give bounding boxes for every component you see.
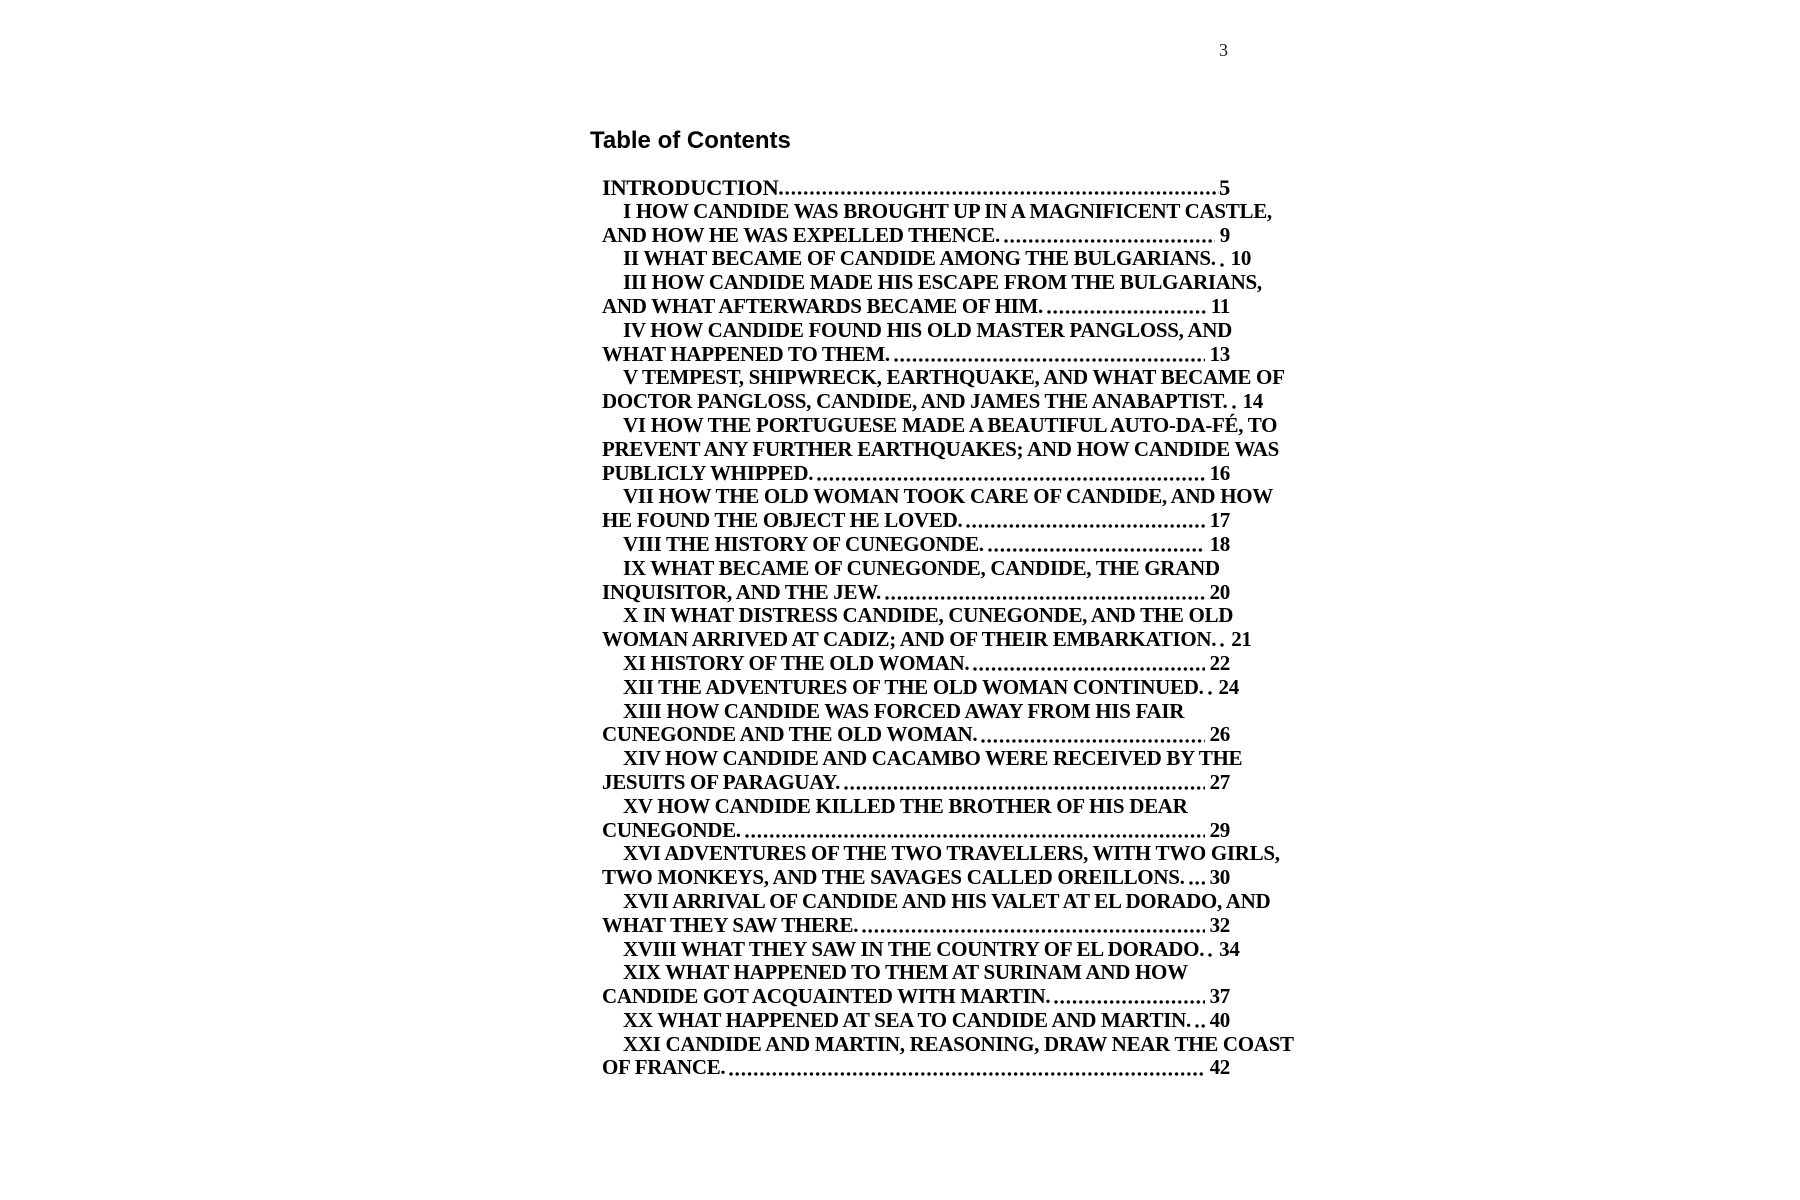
toc-entry-line bbox=[602, 198, 1272, 224]
dot-leader bbox=[1047, 310, 1206, 314]
toc-entry-line bbox=[602, 176, 1230, 200]
toc-entry bbox=[602, 652, 1230, 676]
dot-leader bbox=[779, 191, 1219, 195]
toc-page-ref: 26 bbox=[1209, 722, 1230, 747]
toc-entry bbox=[602, 936, 1240, 962]
toc-entry bbox=[602, 484, 1273, 533]
toc-entry-line bbox=[602, 581, 1230, 605]
toc-page-ref: 5 bbox=[1219, 175, 1230, 200]
toc-entry-text: IV HOW CANDIDE FOUND HIS OLD MASTER PANGLOSS, AND bbox=[623, 317, 1232, 342]
toc-entry-text: XV HOW CANDIDE KILLED THE BROTHER OF HIS DEAR bbox=[623, 793, 1188, 818]
toc-entry-line bbox=[602, 914, 1230, 938]
dot-leader bbox=[844, 786, 1205, 790]
toc-entry-line bbox=[602, 866, 1230, 890]
toc-entry-text: XI HISTORY OF THE OLD WOMAN. bbox=[623, 650, 970, 675]
toc-entry-text: INTRODUCTION bbox=[602, 175, 779, 200]
toc-page-ref: 10 bbox=[1230, 246, 1252, 271]
toc-entry-text: II WHAT BECAME OF CANDIDE AMONG THE BULGARIANS. bbox=[623, 246, 1216, 271]
dot-leader bbox=[1004, 239, 1215, 243]
toc-entry bbox=[602, 176, 1230, 200]
toc-entry bbox=[602, 557, 1230, 605]
toc-entry-text: III HOW CANDIDE MADE HIS ESCAPE FROM THE BULGARIANS, bbox=[623, 270, 1262, 295]
toc-entry-text: WHAT THEY SAW THERE. bbox=[602, 912, 859, 937]
dot-leader bbox=[745, 834, 1205, 838]
dot-leader bbox=[729, 1072, 1204, 1076]
toc-entry-line bbox=[602, 674, 1239, 700]
toc-entry-text: XIV HOW CANDIDE AND CACAMBO WERE RECEIVED BY THE bbox=[623, 746, 1243, 771]
toc-entry-line bbox=[602, 627, 1252, 652]
toc-entry-text: XIII HOW CANDIDE WAS FORCED AWAY FROM HIS FAIR bbox=[623, 698, 1185, 723]
toc-entry bbox=[602, 319, 1230, 367]
toc-entry-line bbox=[602, 603, 1234, 628]
toc-entry-text: IX WHAT BECAME OF CUNEGONDE, CANDIDE, THE GRAND bbox=[623, 555, 1220, 580]
toc-entry-line bbox=[602, 436, 1280, 462]
toc-page-ref: 16 bbox=[1209, 460, 1230, 485]
toc-entry-line bbox=[602, 819, 1230, 843]
toc-entry-line bbox=[602, 723, 1230, 747]
toc-entry-text: XVIII WHAT THEY SAW IN THE COUNTRY OF EL DORADO. bbox=[623, 936, 1205, 961]
toc-page-ref: 14 bbox=[1242, 389, 1263, 414]
dot-leader bbox=[817, 477, 1204, 481]
toc-entry bbox=[602, 888, 1271, 938]
toc-entry-line bbox=[602, 841, 1280, 866]
toc-entry-text: PREVENT ANY FURTHER EARTHQUAKES; AND HOW CANDIDE WAS bbox=[602, 436, 1280, 461]
toc-page-ref: 22 bbox=[1209, 650, 1230, 675]
toc-entry-text: XXI CANDIDE AND MARTIN, REASONING, DRAW NEAR THE COAST bbox=[623, 1031, 1294, 1056]
toc-page-ref: 37 bbox=[1209, 984, 1230, 1009]
toc-entry bbox=[602, 795, 1230, 843]
toc-entry-line bbox=[602, 389, 1263, 414]
dot-leader bbox=[973, 667, 1204, 671]
toc-entry-line bbox=[602, 936, 1240, 962]
toc-entry-line bbox=[602, 533, 1230, 557]
toc-entry-text: OF FRANCE. bbox=[602, 1055, 726, 1080]
toc-entry-text: INQUISITOR, AND THE JEW. bbox=[602, 579, 881, 604]
toc-entry-text: V TEMPEST, SHIPWRECK, EARTHQUAKE, AND WHAT BECAME OF bbox=[623, 365, 1285, 390]
toc-entry-text: VIII THE HISTORY OF CUNEGONDE. bbox=[623, 531, 984, 556]
toc-entry-text: XVII ARRIVAL OF CANDIDE AND HIS VALET AT EL DORADO, AND bbox=[623, 888, 1271, 913]
document-body bbox=[590, 0, 1294, 1200]
toc-entry-text: AND WHAT AFTERWARDS BECAME OF HIM. bbox=[602, 293, 1043, 318]
toc-entry bbox=[602, 961, 1230, 1009]
toc-entry bbox=[602, 841, 1280, 890]
toc-entry bbox=[602, 246, 1252, 271]
table-of-contents bbox=[602, 175, 1294, 1080]
toc-entry bbox=[602, 270, 1262, 319]
dot-leader bbox=[1195, 1024, 1205, 1028]
toc-entry bbox=[602, 412, 1280, 485]
toc-entry-line bbox=[602, 343, 1230, 367]
toc-entry-line bbox=[602, 509, 1230, 533]
toc-entry-line bbox=[602, 961, 1230, 985]
toc-entry-line bbox=[602, 985, 1230, 1009]
toc-entry-text: CUNEGONDE AND THE OLD WOMAN. bbox=[602, 722, 978, 747]
toc-entry bbox=[602, 746, 1243, 795]
toc-entry-line bbox=[602, 412, 1278, 438]
toc-entry-line bbox=[602, 484, 1273, 509]
toc-page-ref: 32 bbox=[1209, 912, 1230, 937]
toc-page-ref: 21 bbox=[1231, 627, 1252, 652]
toc-page-ref: 9 bbox=[1219, 222, 1230, 247]
dot-leader bbox=[1220, 643, 1226, 647]
toc-entry-text: JESUITS OF PARAGUAY. bbox=[602, 769, 841, 794]
dot-leader bbox=[1054, 1000, 1204, 1004]
toc-entry-text: XVI ADVENTURES OF THE TWO TRAVELLERS, WITH TWO GIRLS, bbox=[623, 841, 1280, 866]
page-title: Table of Contents bbox=[590, 127, 791, 154]
toc-entry-line bbox=[602, 1031, 1294, 1057]
dot-leader bbox=[1232, 405, 1238, 409]
toc-entry-text: WOMAN ARRIVED AT CADIZ; AND OF THEIR EMBARKATION. bbox=[602, 627, 1217, 652]
dot-leader bbox=[988, 548, 1205, 552]
toc-page-ref: 42 bbox=[1209, 1055, 1230, 1080]
dot-leader bbox=[1189, 881, 1205, 885]
toc-page-ref: 40 bbox=[1209, 1007, 1230, 1032]
toc-entry-text: WHAT HAPPENED TO THEM. bbox=[602, 341, 890, 366]
toc-entry-line bbox=[602, 771, 1230, 795]
toc-entry-text: I HOW CANDIDE WAS BROUGHT UP IN A MAGNIFICENT CASTLE, bbox=[623, 198, 1272, 223]
toc-page-ref: 17 bbox=[1209, 508, 1230, 533]
dot-leader bbox=[981, 739, 1204, 743]
toc-entry bbox=[602, 533, 1230, 557]
toc-entry-line bbox=[602, 365, 1285, 390]
toc-page-ref: 13 bbox=[1209, 341, 1230, 366]
toc-entry-text: HE FOUND THE OBJECT HE LOVED. bbox=[602, 508, 963, 533]
dot-leader bbox=[862, 929, 1204, 933]
toc-entry-line bbox=[602, 246, 1252, 271]
toc-entry-text: CUNEGONDE. bbox=[602, 817, 741, 842]
toc-page-ref: 27 bbox=[1209, 769, 1230, 794]
dot-leader bbox=[966, 524, 1204, 528]
dot-leader bbox=[1208, 953, 1214, 957]
toc-entry-line bbox=[602, 270, 1262, 295]
dot-leader bbox=[1208, 691, 1214, 695]
toc-entry-line bbox=[602, 557, 1230, 581]
toc-page-ref: 24 bbox=[1218, 674, 1239, 699]
toc-entry bbox=[602, 1031, 1294, 1081]
toc-entry-text: CANDIDE GOT ACQUAINTED WITH MARTIN. bbox=[602, 984, 1051, 1009]
dot-leader bbox=[885, 596, 1205, 600]
toc-entry-line bbox=[602, 319, 1230, 343]
toc-entry-text: VII HOW THE OLD WOMAN TOOK CARE OF CANDIDE, AND HOW bbox=[623, 484, 1273, 509]
toc-entry-line bbox=[602, 1056, 1230, 1080]
toc-entry-text: TWO MONKEYS, AND THE SAVAGES CALLED OREILLONS. bbox=[602, 865, 1185, 890]
toc-entry bbox=[602, 674, 1239, 700]
dot-leader bbox=[1220, 263, 1226, 267]
toc-entry bbox=[602, 365, 1285, 414]
toc-entry-line bbox=[602, 888, 1271, 914]
toc-page-ref: 20 bbox=[1209, 579, 1230, 604]
toc-entry-text: PUBLICLY WHIPPED. bbox=[602, 460, 814, 485]
toc-entry-text: AND HOW HE WAS EXPELLED THENCE. bbox=[602, 222, 1000, 247]
toc-entry-line bbox=[602, 1009, 1230, 1033]
toc-entry-line bbox=[602, 700, 1230, 724]
toc-entry-line bbox=[602, 795, 1230, 819]
toc-entry-line bbox=[602, 746, 1243, 771]
toc-entry-text: XIX WHAT HAPPENED TO THEM AT SURINAM AND HOW bbox=[623, 960, 1188, 985]
toc-entry bbox=[602, 198, 1272, 248]
toc-entry-line bbox=[602, 295, 1230, 319]
toc-entry-text: XII THE ADVENTURES OF THE OLD WOMAN CONTINUED. bbox=[623, 674, 1204, 699]
toc-entry-text: DOCTOR PANGLOSS, CANDIDE, AND JAMES THE ANABAPTIST. bbox=[602, 389, 1228, 414]
toc-page-ref: 18 bbox=[1209, 531, 1230, 556]
toc-entry bbox=[602, 1009, 1230, 1033]
dot-leader bbox=[894, 358, 1205, 362]
toc-entry-text: XX WHAT HAPPENED AT SEA TO CANDIDE AND MARTIN. bbox=[623, 1007, 1191, 1032]
toc-page-ref: 30 bbox=[1209, 865, 1230, 890]
toc-entry bbox=[602, 700, 1230, 748]
toc-entry-line bbox=[602, 652, 1230, 676]
header-page-number: 3 bbox=[1219, 40, 1228, 60]
toc-page-ref: 29 bbox=[1209, 817, 1230, 842]
toc-entry-line bbox=[602, 462, 1230, 486]
toc-page-ref: 34 bbox=[1219, 936, 1240, 961]
toc-entry-text: X IN WHAT DISTRESS CANDIDE, CUNEGONDE, AND THE OLD bbox=[623, 603, 1234, 628]
toc-entry-text: VI HOW THE PORTUGUESE MADE A BEAUTIFUL AUTO-DA-FÉ, TO bbox=[623, 412, 1278, 437]
toc-entry-line bbox=[602, 224, 1230, 248]
toc-page-ref: 11 bbox=[1210, 293, 1230, 318]
toc-entry bbox=[602, 603, 1252, 652]
